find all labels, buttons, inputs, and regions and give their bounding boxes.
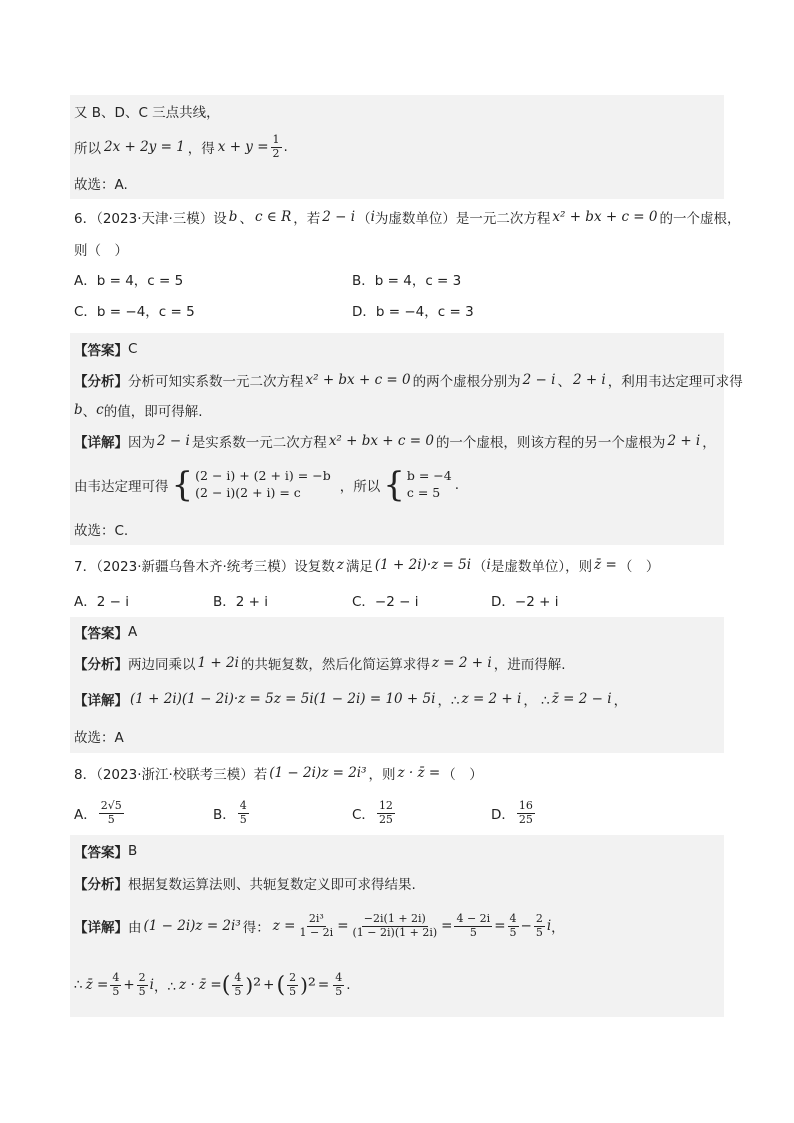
text: ， ∴ xyxy=(523,693,550,709)
detail-tag: 【详解】 xyxy=(74,693,128,709)
answer-value: A xyxy=(128,624,138,640)
math: z̄ = xyxy=(594,557,617,573)
text: 满足 xyxy=(345,559,373,575)
math: z · z̄ = xyxy=(397,765,441,781)
q6-option-d: D．b = −4，c = 3 xyxy=(352,303,474,320)
text: 8．（2023·浙江·校联考三模）若 xyxy=(74,767,268,783)
math: 2 − i xyxy=(157,433,190,449)
math: b xyxy=(228,209,238,225)
analysis-tag: 【分析】 xyxy=(74,657,128,673)
math: i xyxy=(546,918,552,934)
q8-answer xyxy=(70,835,724,867)
q6-stem-line-1 xyxy=(70,199,741,235)
text: . xyxy=(454,477,460,493)
math: z̄ = 2 − i xyxy=(551,691,612,707)
math: 2x + 2y = 1 xyxy=(104,139,185,155)
q8-option-d xyxy=(491,800,537,826)
answer-tag: 【答案】 xyxy=(74,626,128,642)
math: x² + bx + c = 0 xyxy=(552,209,658,225)
q8-option-c xyxy=(352,800,491,826)
text: 、 xyxy=(239,211,253,227)
text: . xyxy=(346,977,351,993)
q8-option-a xyxy=(74,800,213,826)
text: （ ） xyxy=(442,767,483,783)
math: + xyxy=(123,977,135,993)
text: ，则 xyxy=(368,767,396,783)
text: 所以 xyxy=(74,141,101,157)
q8-detail-line-2 xyxy=(70,953,724,1017)
text: （ xyxy=(473,559,487,575)
option-letter: C． xyxy=(352,807,375,823)
q7-answer xyxy=(70,617,724,647)
q8-analysis xyxy=(70,867,724,899)
prev-line-3 xyxy=(70,167,724,199)
q6-option-a: A．b = 4，c = 5 xyxy=(74,272,184,289)
text: 故选：A. xyxy=(74,177,128,193)
math: − xyxy=(520,918,532,934)
analysis-tag: 【分析】 xyxy=(74,877,128,893)
option-letter: A． xyxy=(74,807,97,823)
text: 是虚数单位），则 xyxy=(490,559,593,575)
text: 的一个虚根，则该方程的另一个虚根为 xyxy=(435,435,666,451)
math: z · z̄ = xyxy=(179,977,222,993)
fraction: $\frac{4}{5}$ xyxy=(112,970,120,998)
math: 2 + i xyxy=(572,372,606,388)
page-content xyxy=(70,95,743,1017)
math: z xyxy=(336,557,344,573)
text: 由 xyxy=(128,920,142,936)
fraction: $\frac{\text{2i³}}{1 - 2i}$ xyxy=(299,911,334,939)
text: ，所以 xyxy=(339,479,381,495)
q8-option-b xyxy=(213,800,352,826)
q7-stem xyxy=(70,545,724,585)
q7-options-row xyxy=(70,585,724,615)
equation-system xyxy=(383,465,452,505)
brace: { xyxy=(171,465,194,505)
math: (1 − 2i)z = 2i³ xyxy=(143,918,241,934)
math: )² xyxy=(300,973,316,997)
option-letter: B． xyxy=(213,807,236,823)
q8-options-row xyxy=(70,793,724,833)
q7-final xyxy=(70,719,724,753)
prev-line-2 xyxy=(70,127,724,167)
math: x + y = xyxy=(217,139,269,155)
math: 2 − i xyxy=(522,372,556,388)
q6-option-b: B．b = 4，c = 3 xyxy=(352,272,462,289)
q6-analysis-line-1 xyxy=(70,365,743,395)
equation: (2 − i) + (2 + i) = −b xyxy=(195,468,331,484)
fraction: $\frac{16}{25}$ xyxy=(518,798,533,826)
math: (1 − 2i)z = 2i³ xyxy=(269,765,367,781)
text: ，得 xyxy=(187,141,215,157)
detail-tag: 【详解】 xyxy=(74,920,128,936)
math: z = 2 + i xyxy=(461,691,522,707)
fraction: $\frac{4}{5}$ xyxy=(234,970,242,998)
text: 6．（2023·天津·三模）设 xyxy=(74,211,227,227)
text: 由韦达定理可得 xyxy=(74,479,169,495)
fraction: $\frac{2}{5}$ xyxy=(289,970,297,998)
fraction: $\frac{4 - 2i}{5}$ xyxy=(456,911,491,939)
brace: { xyxy=(383,465,405,505)
fraction: $\frac{1}{2}$ xyxy=(272,132,280,160)
text: 两边同乘以 xyxy=(128,657,196,673)
text: 的一个虚根， xyxy=(659,211,741,227)
q7-option-d: D．−2 + i xyxy=(491,594,559,610)
q7-option-b: B．2 + i xyxy=(213,594,268,610)
math: = xyxy=(337,918,349,934)
math: x² + bx + c = 0 xyxy=(328,433,434,449)
q8-detail-line-1 xyxy=(70,899,724,953)
answer-tag: 【答案】 xyxy=(74,845,128,861)
text: （ xyxy=(357,211,371,227)
q6-stem-line-2 xyxy=(70,235,724,263)
text: ，利用韦达定理可求得 xyxy=(607,374,743,390)
text: ，进而得解. xyxy=(493,657,566,673)
math: z = 2 + i xyxy=(431,655,492,671)
q6-option-c: C．b = −4，c = 5 xyxy=(74,303,195,320)
math: ( xyxy=(221,972,231,998)
math: (1 + 2i)·z = 5i xyxy=(374,557,472,573)
text: 则（ ） xyxy=(74,243,128,259)
analysis-tag: 【分析】 xyxy=(74,374,128,390)
fraction: $\frac{12}{25}$ xyxy=(378,798,393,826)
text: （ ） xyxy=(618,559,660,575)
fraction: $\frac{2√5}{5}$ xyxy=(100,798,122,826)
math: b xyxy=(74,402,83,418)
math: 1 + 2i xyxy=(197,655,239,671)
text: ，∴ xyxy=(153,979,177,995)
text: 为虚数单位）是一元二次方程 xyxy=(374,211,551,227)
equation: (2 − i)(2 + i) = c xyxy=(195,485,301,500)
q6-answer xyxy=(70,333,724,365)
equation-system xyxy=(171,465,331,505)
equation: b = −4 xyxy=(406,468,452,484)
q6-final xyxy=(70,513,724,545)
math: i xyxy=(149,977,154,993)
fraction: $\frac{4}{5}$ xyxy=(509,911,517,939)
text: 的两个虚根分别为 xyxy=(412,374,521,390)
text: 故选：A xyxy=(74,730,124,746)
math: = xyxy=(494,918,506,934)
text: ∴ xyxy=(74,977,83,993)
math: 2 + i xyxy=(667,433,701,449)
text: 的值，即可得解. xyxy=(103,404,203,420)
math: 2 − i xyxy=(322,209,356,225)
text: 得： xyxy=(242,920,270,936)
text: ， xyxy=(613,693,628,709)
text: 的共轭复数，然后化简运算求得 xyxy=(240,657,430,673)
q7-detail xyxy=(70,679,724,719)
q7-solution-block xyxy=(70,617,724,753)
math: c xyxy=(96,402,104,418)
q8-solution-block xyxy=(70,835,724,1017)
text: 根据复数运算法则、共轭复数定义即可求得结果. xyxy=(128,877,416,893)
text: ， xyxy=(702,435,716,451)
math: = xyxy=(317,977,330,993)
math: )² xyxy=(245,973,262,997)
math: ( xyxy=(276,972,286,998)
answer-value: C xyxy=(128,341,138,357)
math: z̄ = xyxy=(85,977,109,993)
q6-options-row-1 xyxy=(70,263,724,294)
text: 分析可知实系数一元二次方程 xyxy=(128,374,304,390)
text: 、 xyxy=(557,374,571,390)
math: = xyxy=(441,918,453,934)
math: x² + bx + c = 0 xyxy=(305,372,411,388)
q7-analysis xyxy=(70,647,724,679)
text: . xyxy=(283,139,288,155)
q8-stem xyxy=(70,753,724,793)
answer-value: B xyxy=(128,843,138,859)
text: 因为 xyxy=(128,435,155,451)
fraction: $\frac{-2i(1 + 2i)}{(1 - 2i)(1 + 2i)}$ xyxy=(352,911,438,939)
math: + xyxy=(263,977,275,993)
math: c ∈ R xyxy=(254,209,292,225)
text: 7．（2023·新疆乌鲁木齐·统考三模）设复数 xyxy=(74,559,335,575)
math: i xyxy=(486,557,491,573)
text: 故选：C. xyxy=(74,523,129,539)
q6-solution-block xyxy=(70,333,743,545)
fraction: $\frac{2}{5}$ xyxy=(138,970,146,998)
text: 又 B、D、C 三点共线， xyxy=(74,105,220,121)
detail-tag: 【详解】 xyxy=(74,435,128,451)
math: z = xyxy=(272,918,296,934)
text: 是实系数一元二次方程 xyxy=(191,435,327,451)
math: i xyxy=(370,209,375,225)
text: 、 xyxy=(82,404,97,420)
prev-solution-block xyxy=(70,95,724,199)
q7-option-a: A．2 − i xyxy=(74,594,129,610)
fraction: $\frac{4}{5}$ xyxy=(239,798,247,826)
text: ， xyxy=(551,920,565,936)
prev-line-1 xyxy=(70,95,724,127)
q6-detail-line-1 xyxy=(70,425,724,457)
q6-analysis-line-2 xyxy=(70,395,724,425)
option-letter: D． xyxy=(491,807,515,823)
text: ，∴ xyxy=(437,693,460,709)
answer-tag: 【答案】 xyxy=(74,343,128,359)
text: ，若 xyxy=(293,211,321,227)
math: (1 + 2i)(1 − 2i)·z = 5z = 5i(1 − 2i) = 10 + 5i xyxy=(130,691,436,707)
q6-options-row-2 xyxy=(70,294,724,325)
fraction: $\frac{2}{5}$ xyxy=(535,911,543,939)
q7-option-c: C．−2 − i xyxy=(352,594,419,610)
fraction: $\frac{4}{5}$ xyxy=(335,970,343,998)
equation: c = 5 xyxy=(406,485,441,500)
q6-detail-line-2 xyxy=(70,457,724,513)
